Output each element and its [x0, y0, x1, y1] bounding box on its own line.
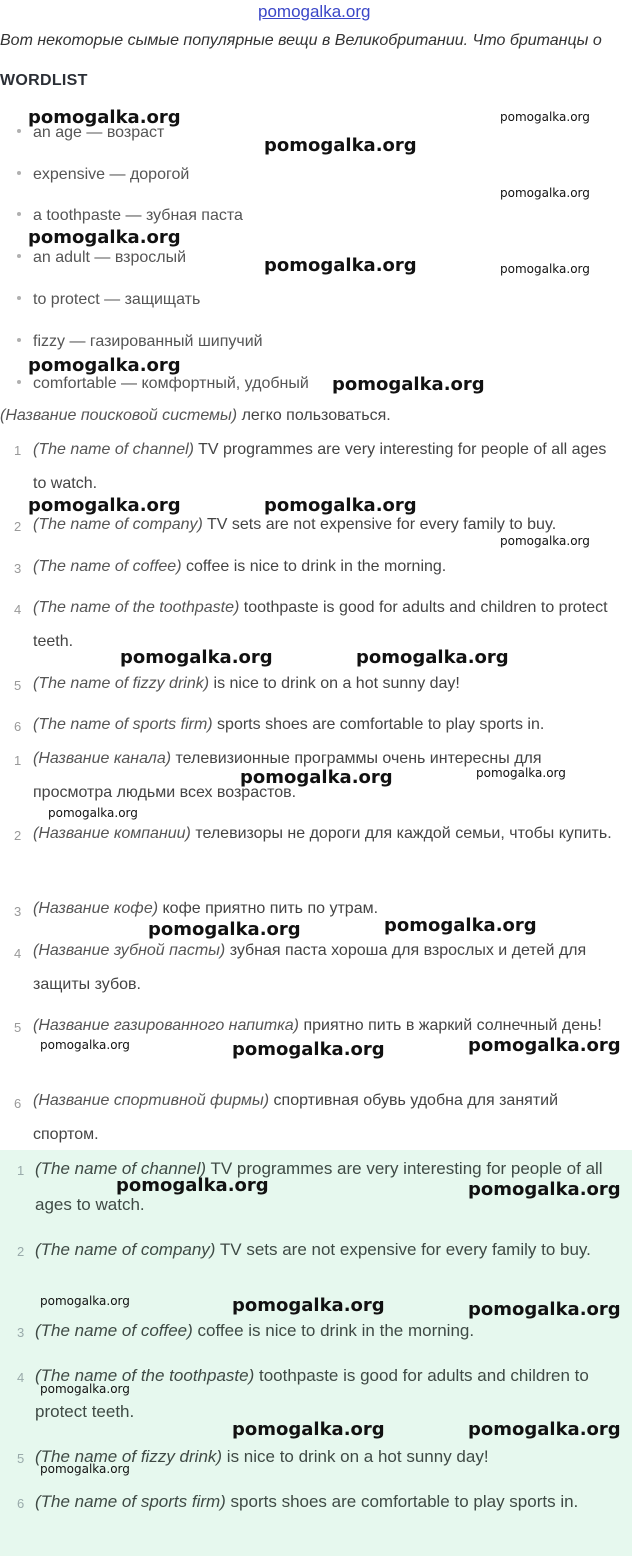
russian-item: (Название канала) телевизионные программы очень интересны для просмотра людьми всех возрастов. [33, 750, 542, 801]
item-number: 3 [14, 561, 22, 576]
watermark: pomogalka.org [120, 647, 273, 668]
item-number: 5 [14, 678, 22, 693]
english-item: (The name of the toothpaste) toothpaste is good for adults and children to protect teeth. [33, 599, 608, 650]
item-number: 3 [17, 1325, 25, 1340]
watermark: pomogalka.org [232, 1295, 385, 1316]
watermark: pomogalka.org [476, 766, 566, 780]
watermark: pomogalka.org [500, 534, 590, 548]
watermark: pomogalka.org [468, 1419, 621, 1440]
watermark: pomogalka.org [264, 255, 417, 276]
russian-item: (Название кофе) кофе приятно пить по утрам. [33, 900, 379, 917]
watermark: pomogalka.org [264, 135, 417, 156]
watermark: pomogalka.org [40, 1382, 130, 1396]
watermark: pomogalka.org [240, 767, 393, 788]
answer-item: (The name of the toothpaste) toothpaste is good for adults and children to protect teeth. [35, 1366, 589, 1421]
item-number: 6 [17, 1496, 25, 1511]
russian-item: (Название зубной пасты) зубная паста хороша для взрослых и детей для защиты зубов. [33, 942, 587, 993]
watermark: pomogalka.org [332, 374, 485, 395]
item-number: 2 [17, 1244, 25, 1259]
intro-text: Вот некоторые сымые популярные вещи в Великобритании. Что британцы о [0, 32, 602, 49]
watermark: pomogalka.org [232, 1419, 385, 1440]
watermark: pomogalka.org [40, 1038, 130, 1052]
watermark: pomogalka.org [40, 1462, 130, 1476]
answer-item: (The name of sports firm) sports shoes are comfortable to play sports in. [35, 1492, 579, 1511]
item-number: 6 [14, 1096, 22, 1111]
item-number: 1 [17, 1163, 25, 1178]
watermark: pomogalka.org [468, 1179, 621, 1200]
english-item: (The name of sports firm) sports shoes are comfortable to play sports in. [33, 716, 545, 733]
watermark: pomogalka.org [232, 1039, 385, 1060]
bullet-icon [17, 338, 21, 342]
item-number: 4 [14, 602, 22, 617]
item-number: 5 [17, 1451, 25, 1466]
watermark: pomogalka.org [28, 107, 181, 128]
item-number: 1 [14, 443, 22, 458]
english-item: (The name of fizzy drink) is nice to drink on a hot sunny day! [33, 675, 460, 692]
wordlist-item: expensive — дорогой [17, 166, 189, 184]
site-link[interactable]: pomogalka.org [258, 2, 371, 21]
item-number: 2 [14, 519, 22, 534]
bullet-icon [17, 296, 21, 300]
watermark: pomogalka.org [40, 1294, 130, 1308]
answer-item: (The name of company) TV sets are not expensive for every family to buy. [35, 1240, 591, 1259]
item-number: 6 [14, 719, 22, 734]
wordlist-title: WORDLIST [0, 72, 88, 89]
watermark: pomogalka.org [28, 227, 181, 248]
item-number: 4 [17, 1370, 25, 1385]
bullet-icon [17, 212, 21, 216]
watermark: pomogalka.org [28, 495, 181, 516]
watermark: pomogalka.org [500, 262, 590, 276]
russian-item: (Название компании) телевизоры не дороги для каждой семьи, чтобы купить. [33, 825, 612, 842]
watermark: pomogalka.org [48, 806, 138, 820]
wordlist-item: comfortable — комфортный, удобный [17, 375, 309, 393]
russian-item: (Название спортивной фирмы) спортивная обувь удобна для занятий спортом. [33, 1092, 559, 1143]
answer-item: (The name of coffee) coffee is nice to drink in the morning. [35, 1321, 475, 1340]
watermark: pomogalka.org [500, 186, 590, 200]
item-number: 3 [14, 904, 22, 919]
english-item: (The name of coffee) coffee is nice to drink in the morning. [33, 558, 447, 575]
wordlist-item: an adult — взрослый [17, 249, 186, 267]
item-number: 1 [14, 753, 22, 768]
answer-item: (The name of channel) TV programmes are very interesting for people of all ages to watch. [35, 1159, 603, 1214]
wordlist-item: fizzy — газированный шипучий [17, 333, 263, 351]
watermark: pomogalka.org [468, 1035, 621, 1056]
answer-item: (The name of fizzy drink) is nice to drink on a hot sunny day! [35, 1447, 489, 1466]
watermark: pomogalka.org [356, 647, 509, 668]
item-number: 4 [14, 946, 22, 961]
item-number: 2 [14, 828, 22, 843]
bullet-icon [17, 129, 21, 133]
wordlist-item: a toothpaste — зубная паста [17, 207, 243, 225]
wordlist-item: an age — возраст [17, 124, 164, 142]
wordlist-item: to protect — защищать [17, 291, 200, 309]
english-item: (The name of channel) TV programmes are very interesting for people of all ages to watch. [33, 441, 607, 492]
bullet-icon [17, 254, 21, 258]
bullet-icon [17, 171, 21, 175]
watermark: pomogalka.org [500, 110, 590, 124]
watermark: pomogalka.org [468, 1299, 621, 1320]
watermark: pomogalka.org [148, 919, 301, 940]
item-number: 5 [14, 1020, 22, 1035]
bullet-icon [17, 380, 21, 384]
watermark: pomogalka.org [384, 915, 537, 936]
watermark: pomogalka.org [116, 1175, 269, 1196]
search-engine-line: (Название поисковой системы) легко пользоваться. [0, 407, 391, 424]
watermark: pomogalka.org [28, 355, 181, 376]
watermark: pomogalka.org [264, 495, 417, 516]
russian-item: (Название газированного напитка) приятно пить в жаркий солнечный день! [33, 1017, 602, 1034]
english-item: (The name of company) TV sets are not expensive for every family to buy. [33, 516, 557, 533]
